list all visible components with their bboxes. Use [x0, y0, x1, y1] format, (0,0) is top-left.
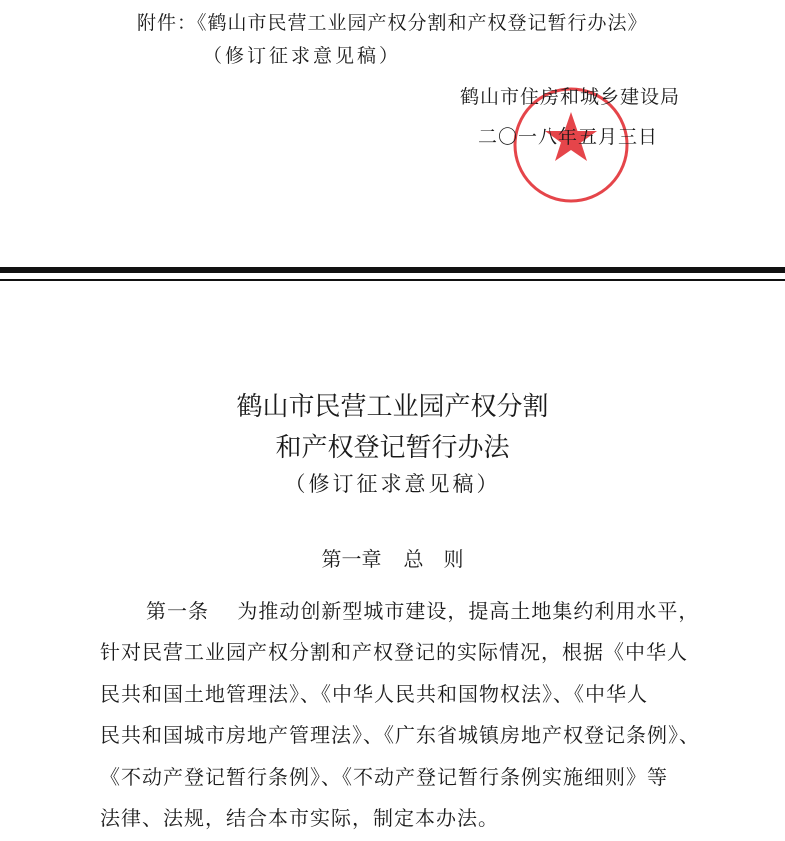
chapter-number: 第一章	[321, 547, 382, 571]
article-line: 《不动产登记暂行条例》、《不动产登记暂行条例实施细则》等	[100, 765, 668, 789]
document-title-draft-note: （修订征求意见稿）	[284, 472, 501, 496]
document-title-line-2: 和产权登记暂行办法	[275, 433, 510, 463]
article-line	[100, 595, 699, 624]
chapter-name: 总 则	[403, 547, 464, 571]
article-line: 民共和国土地管理法》、《中华人民共和国物权法》、《中华人	[100, 682, 648, 706]
attachment-line: 附件：《鹤山市民营工业园产权分割和产权登记暂行办法》	[137, 12, 648, 34]
header-divider-thick	[0, 267, 785, 273]
article-line: 民共和国城市房地产管理法》、《广东省城镇房地产权登记条例》、	[100, 723, 700, 747]
article-line: 针对民营工业园产权分割和产权登记的实际情况，根据《中华人	[100, 640, 688, 664]
article-line: 法律、法规，结合本市实际，制定本办法。	[100, 806, 499, 830]
attachment-subtitle: （修订征求意见稿）	[203, 45, 402, 67]
chapter-heading	[0, 543, 785, 572]
issuer-name: 鹤山市住房和城乡建设局	[460, 86, 681, 108]
issue-date: 二〇一八年五月三日	[478, 126, 659, 148]
header-divider-thin	[0, 279, 785, 281]
article-text: 第一条 为推动创新型城市建设，提高土地集约利用水平，	[146, 599, 700, 623]
document-title-line-1: 鹤山市民营工业园产权分割	[236, 392, 549, 422]
